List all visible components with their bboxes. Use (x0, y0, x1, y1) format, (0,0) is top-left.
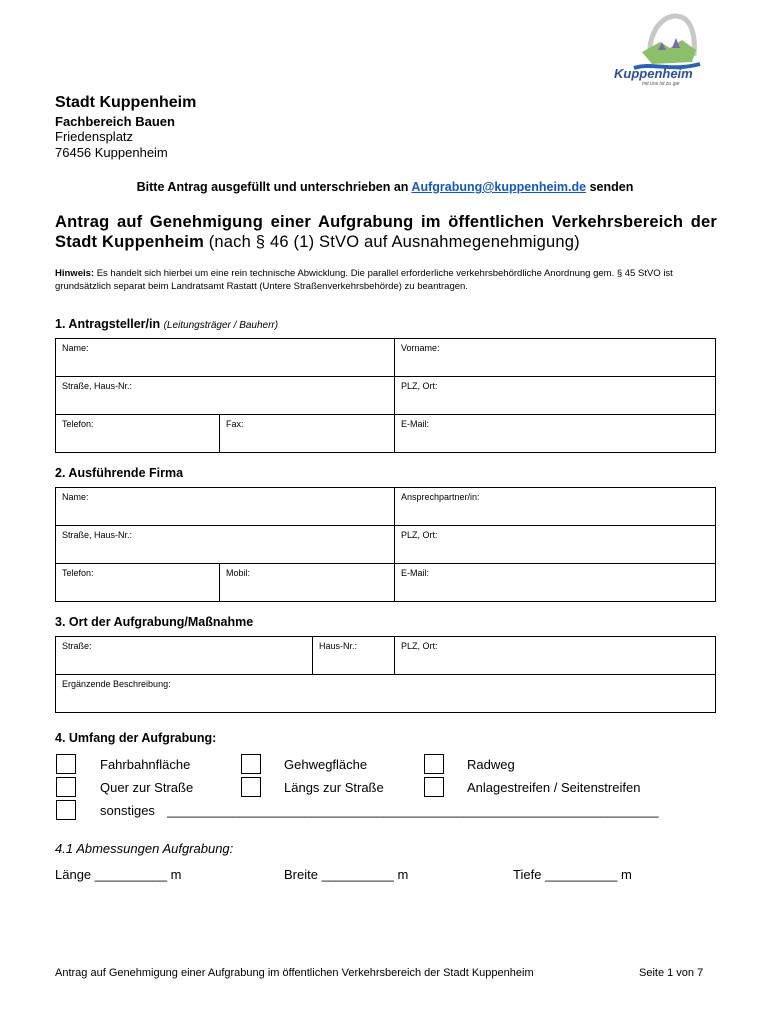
form-title (55, 212, 717, 252)
checkbox-anlagestreifen[interactable] (424, 777, 444, 797)
checkbox-laengs[interactable] (241, 777, 261, 797)
contractor-mobile-field[interactable]: Mobil: (220, 564, 395, 602)
checkbox-sonstiges[interactable] (56, 800, 76, 820)
department: Fachbereich Bauen (55, 114, 175, 129)
contractor-street-field[interactable]: Straße, Haus-Nr.: (56, 526, 395, 564)
option-anlagestreifen-label: Anlagestreifen / Seitenstreifen (467, 780, 641, 795)
hint-label: Hinweis: (55, 268, 95, 279)
logo-text: Kuppenheim (614, 66, 693, 81)
checkbox-gehweg[interactable] (241, 754, 261, 774)
section41-title: 4.1 Abmessungen Aufgrabung: (55, 841, 234, 856)
length-field[interactable]: Länge __________ m (55, 867, 182, 882)
contractor-phone-field[interactable]: Telefon: (56, 564, 220, 602)
location-street-field[interactable]: Straße: (56, 637, 313, 675)
location-table (55, 636, 716, 713)
footer-text: Antrag auf Genehmigung einer Aufgrabung im öffentlichen Verkehrsbereich der Stadt Kuppenheim (55, 967, 534, 979)
location-city-field[interactable]: PLZ, Ort: (395, 637, 716, 675)
form-title-bold: Antrag auf Genehmigung einer Aufgrabung im öffentlichen Verkehrsbereich der Stadt Kuppenheim (55, 213, 717, 251)
applicant-street-field[interactable]: Straße, Haus-Nr.: (56, 377, 395, 415)
form-title-note: (nach § 46 (1) StVO auf Ausnahmegenehmigung) (203, 233, 580, 251)
option-fahrbahn-label: Fahrbahnfläche (100, 757, 191, 772)
applicant-email-field[interactable]: E-Mail: (395, 415, 716, 453)
option-sonstiges-label: sonstiges (100, 803, 155, 818)
contractor-table (55, 487, 716, 602)
applicant-firstname-field[interactable]: Vorname: (395, 339, 716, 377)
email-link[interactable]: Aufgrabung@kuppenheim.de (411, 180, 587, 194)
width-field[interactable]: Breite __________ m (284, 867, 409, 882)
location-houseno-field[interactable]: Haus-Nr.: (313, 637, 395, 675)
contractor-name-field[interactable]: Name: (56, 488, 395, 526)
section1-title: 1. Antragsteller/in (55, 317, 164, 331)
logo-tagline: mit uns ist zu gar (642, 81, 680, 87)
section1-subtitle: (Leitungsträger / Bauherr) (163, 320, 279, 331)
option-gehweg-label: Gehwegfläche (284, 757, 368, 772)
option-quer-label: Quer zur Straße (100, 780, 194, 795)
instruction-prefix: Bitte Antrag ausgefüllt und unterschrieben an (136, 180, 412, 194)
option-laengs-label: Längs zur Straße (284, 780, 384, 795)
applicant-city-field[interactable]: PLZ, Ort: (395, 377, 716, 415)
instruction-suffix: senden (586, 180, 634, 194)
contractor-contact-field[interactable]: Ansprechpartner/in: (395, 488, 716, 526)
applicant-fax-field[interactable]: Fax: (220, 415, 395, 453)
applicant-table (55, 338, 716, 453)
section3-title: 3. Ort der Aufgrabung/Maßnahme (55, 615, 254, 629)
contractor-email-field[interactable]: E-Mail: (395, 564, 716, 602)
applicant-phone-field[interactable]: Telefon: (56, 415, 220, 453)
contractor-city-field[interactable]: PLZ, Ort: (395, 526, 716, 564)
section2-title: 2. Ausführende Firma (55, 466, 184, 480)
address-city: 76456 Kuppenheim (55, 144, 168, 160)
location-description-field[interactable]: Ergänzende Beschreibung: (56, 675, 716, 713)
submission-instruction (0, 180, 770, 194)
checkbox-radweg[interactable] (424, 754, 444, 774)
kuppenheim-logo (612, 12, 712, 92)
checkbox-fahrbahn[interactable] (56, 754, 76, 774)
address-street: Friedensplatz (55, 129, 134, 144)
page-number: Seite 1 von 7 (639, 967, 704, 979)
section4-title: 4. Umfang der Aufgrabung: (55, 731, 217, 745)
section1-heading (55, 317, 278, 331)
hint-text: Es handelt sich hierbei um eine rein technische Abwicklung. Die parallel erforderliche verkehrsbehördliche Anordnung gem. § 45 StVO ist grundsätzlich separat beim Landratsamt Rastatt (Untere Straßenverkehrsbehörde) zu beantragen. (55, 268, 673, 292)
depth-field[interactable]: Tiefe __________ m (513, 867, 632, 882)
sonstiges-input-line[interactable]: ____________________________________________________________________ (167, 803, 659, 818)
checkbox-quer[interactable] (56, 777, 76, 797)
hint-note (55, 267, 720, 293)
address (55, 129, 168, 160)
org-name: Stadt Kuppenheim (55, 94, 197, 111)
applicant-name-field[interactable]: Name: (56, 339, 395, 377)
option-radweg-label: Radweg (467, 757, 515, 772)
